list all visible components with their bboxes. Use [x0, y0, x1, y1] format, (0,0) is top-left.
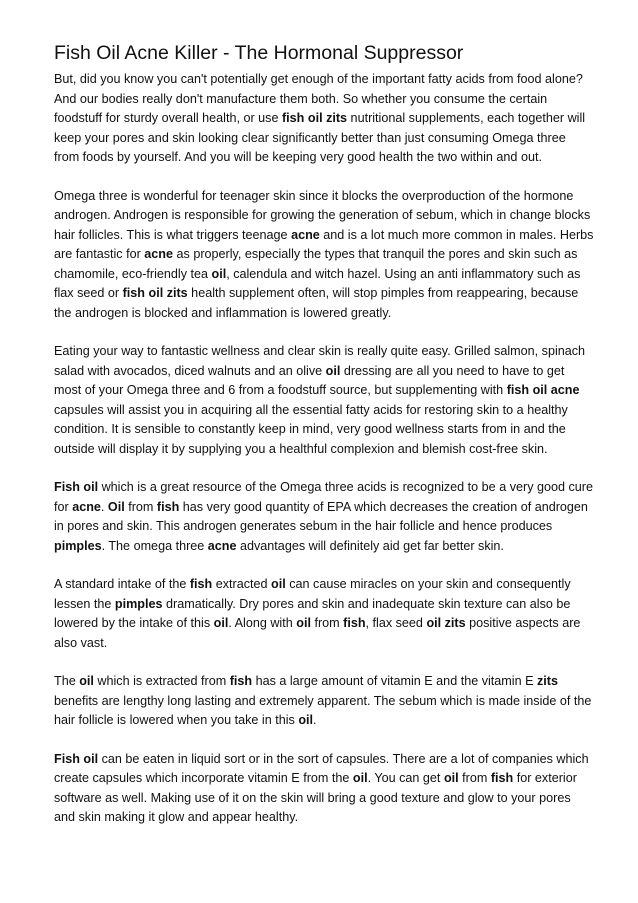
text-run: , flax seed — [365, 616, 427, 630]
text-run: . — [313, 713, 317, 727]
paragraph — [54, 478, 594, 556]
text-run: . Along with — [228, 616, 297, 630]
text-run: dressing are all you need to have to get most of your Omega three and 6 from a foodstuff source, but supplementing with — [54, 363, 565, 397]
page-title: Fish Oil Acne Killer - The Hormonal Suppressor — [54, 42, 464, 65]
text-run: The — [54, 674, 80, 688]
text-run: which is a great resource of the Omega three acids is recognized to be a very good cure for — [54, 480, 593, 514]
text-run: health supplement often, will stop pimples from reappearing, because the androgen is blocked and inflammation is lowered greatly. — [54, 286, 579, 320]
text-run: which is extracted from — [93, 674, 230, 688]
text-run: capsules will assist you in acquiring all the essential fatty acids for restoring skin to a healthy condition. It is sensible to constantly keep in mind, very good wellness starts from in and the outside will display it by supplying you a healthful complexion and blemish cost-free skin. — [54, 402, 568, 456]
keyword-bold: oil — [352, 771, 368, 785]
text-run: benefits are lengthy long lasting and extremely apparent. The sebum which is made inside of the hair follicle is lowered when you take in this — [54, 693, 592, 727]
text-run: from — [124, 499, 157, 514]
keyword-bold: Fish oil — [54, 480, 99, 494]
paragraph — [54, 750, 594, 828]
text-run: can be eaten in liquid sort or in the sort of capsules. There are a lot of companies which create capsules which incorporate vitamin E from the — [54, 751, 589, 785]
keyword-bold: oil — [213, 616, 229, 630]
text-run: . — [100, 499, 108, 514]
keyword-bold: Fish oil — [54, 751, 99, 766]
article-body — [54, 70, 594, 847]
text-run: has very good quantity of EPA which decreases the creation of androgen in pores and skin. This androgen generates sebum in the hair follicle and hence produces — [54, 499, 588, 533]
keyword-bold: fish oil acne — [506, 383, 580, 397]
keyword-bold: oil — [325, 363, 341, 378]
keyword-bold: acne — [291, 227, 320, 242]
text-run: as properly, especially the types that tranquil the pores and skin such as chamomile, eco-friendly tea — [54, 247, 578, 281]
keyword-bold: zits — [537, 674, 558, 688]
paragraph — [54, 575, 594, 653]
text-run: and is a lot much more common in males. Herbs are fantastic for — [54, 227, 594, 261]
paragraph — [54, 342, 594, 459]
text-run: But, did you know you can't potentially get enough of the important fatty acids from food alone? And our bodies really don't manufacture them both. So whether you consume the certain foodstuff for sturdy overall health, or use — [54, 72, 583, 125]
keyword-bold: oil — [296, 616, 311, 630]
text-run: for exterior software as well. Making use of it on the skin will bring a good texture and glow to your pores and skin making it glow and appear healthy. — [54, 771, 577, 824]
keyword-bold: pimples — [54, 538, 102, 553]
keyword-bold: oil — [79, 674, 94, 688]
keyword-bold: fish — [229, 674, 253, 688]
paragraph — [54, 672, 594, 731]
text-run: from — [458, 771, 491, 785]
text-run: A standard intake of the — [54, 577, 190, 591]
paragraph — [54, 70, 594, 168]
text-run: . The omega three — [101, 538, 208, 553]
text-run: . You can get — [367, 771, 444, 785]
keyword-bold: oil — [443, 771, 459, 785]
text-run: has a large amount of vitamin E and the vitamin E — [252, 674, 537, 688]
keyword-bold: Oil — [107, 499, 125, 514]
text-run: can cause miracles on your skin and consequently lessen the — [54, 577, 571, 611]
keyword-bold: oil — [271, 577, 286, 591]
keyword-bold: oil — [211, 266, 227, 281]
keyword-bold: acne — [144, 247, 174, 261]
keyword-bold: fish oil zits — [281, 111, 348, 125]
text-run: positive aspects are also vast. — [54, 616, 581, 650]
keyword-bold: fish — [490, 771, 514, 785]
keyword-bold: oil zits — [426, 616, 466, 630]
keyword-bold: pimples — [114, 596, 163, 611]
keyword-bold: acne — [207, 538, 237, 553]
keyword-bold: fish oil zits — [122, 286, 188, 300]
keyword-bold: fish — [156, 499, 180, 514]
text-run: advantages will definitely aid get far better skin. — [236, 538, 504, 553]
text-run: nutritional supplements, each together will keep your pores and skin looking clear significantly better than just consuming Omega three from foods by yourself. And you will be keeping very good health the two within and out. — [54, 111, 586, 164]
text-run: Eating your way to fantastic wellness and clear skin is really quite easy. Grilled salmon, spinach salad with avocados, diced walnuts and an olive — [54, 344, 586, 378]
keyword-bold: acne — [72, 499, 101, 514]
keyword-bold: oil — [298, 713, 314, 727]
text-run: from — [310, 616, 344, 630]
text-run: , calendula and witch hazel. Using an anti inflammatory such as flax seed or — [54, 266, 581, 300]
text-run: dramatically. Dry pores and skin and inadequate skin texture can also be lowered by the intake of this — [54, 596, 571, 630]
paragraph — [54, 187, 594, 324]
keyword-bold: fish — [343, 616, 366, 630]
keyword-bold: fish — [189, 577, 213, 591]
text-run: extracted — [212, 577, 272, 591]
text-run: Omega three is wonderful for teenager skin since it blocks the overproduction of the hormone androgen. Androgen is responsible for growing the generation of sebum, which in change blocks hair follicles. This is what triggers teenage — [54, 188, 591, 242]
